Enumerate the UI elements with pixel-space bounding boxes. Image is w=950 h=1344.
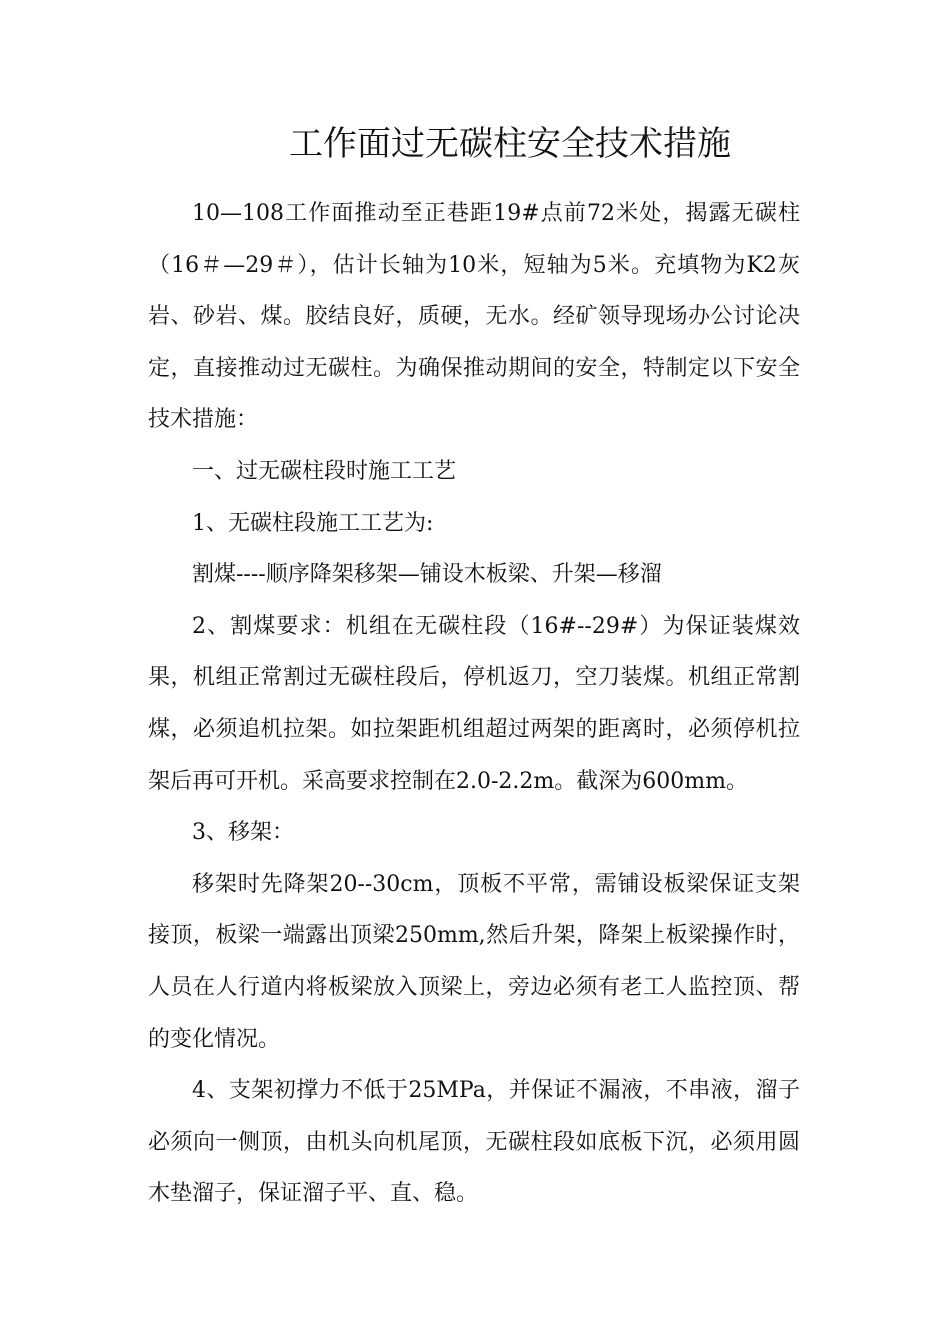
document-title: 工作面过无碳柱安全技术措施 — [289, 124, 731, 164]
document-body — [148, 188, 800, 1220]
item-4-support-pressure: 4、支架初撑力不低于25MPa，并保证不漏液，不串液，溜子必须向一侧顶，由机头向机尾顶，无碳柱段如底板下沉，必须用圆木垫溜子，保证溜子平、直、稳。 — [148, 1078, 800, 1207]
section-heading-1: 一、过无碳柱段时施工工艺 — [192, 458, 457, 484]
item-2-coal-cutting: 2、割煤要求：机组在无碳柱段（16#--29#）为保证装煤效果，机组正常割过无碳柱段后，停机返刀，空刀装煤。机组正常割煤，必须追机拉架。如拉架距机组超过两架的距离时，必须停机拉架后再可开机。采高要求控制在2.0-2.2m。截深为600mm。 — [148, 613, 800, 794]
item-1-process: 割煤----顺序降架移架—铺设木板梁、升架—移溜 — [192, 562, 662, 588]
paragraph-intro: 10—108工作面推动至正巷距19#点前72米处，揭露无碳柱（16＃—29＃），估计长轴为10米，短轴为5米。充填物为K2灰岩、砂岩、煤。胶结良好，质硬，无水。经矿领导现场办公讨论决定，直接推动过无碳柱。为确保推动期间的安全，特制定以下安全技术措施： — [148, 201, 800, 433]
item-1-heading: 1、无碳柱段施工工艺为: — [192, 510, 434, 536]
item-3-heading: 3、移架： — [192, 820, 294, 846]
item-3-support-moving: 移架时先降架20--30cm，顶板不平常，需铺设板梁保证支架接顶，板梁一端露出顶梁250mm,然后升架，降架上板梁操作时，人员在人行道内将板梁放入顶梁上，旁边必须有老工人监控顶、帮的变化情况。 — [148, 871, 800, 1052]
